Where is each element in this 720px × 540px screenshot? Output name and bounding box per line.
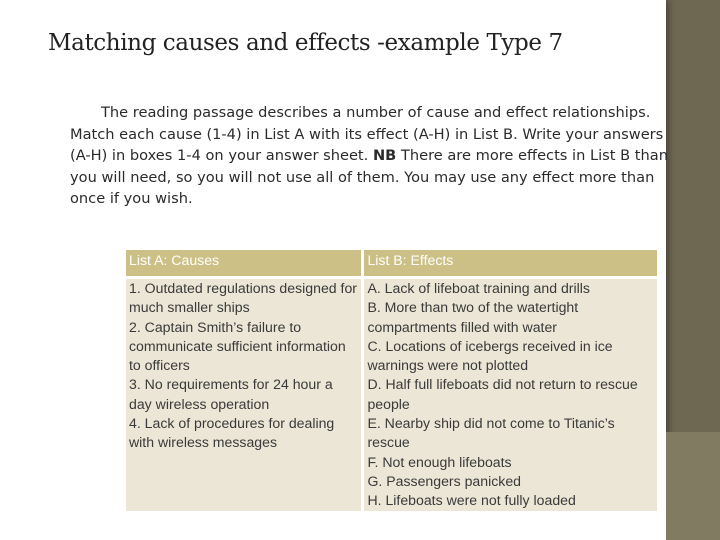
header-list-b: List B: Effects [364, 250, 657, 276]
header-list-a: List A: Causes [126, 250, 361, 276]
instructions-paragraph [70, 102, 674, 210]
effect-item: F. Not enough lifeboats [367, 453, 512, 470]
effect-item: B. More than two of the watertight compartments filled with water [367, 299, 579, 335]
slide-title: Matching causes and effects -example Type 7 [48, 30, 563, 56]
causes-cell [126, 279, 361, 511]
cause-item: 2. Captain Smith’s failure to communicate sufficient information to officers [129, 318, 346, 374]
cause-item: 4. Lack of procedures for dealing with wireless messages [129, 415, 335, 451]
instructions-text-1: The reading passage describes a number of cause and effect relationships. Match each cause (1-4) in List A with its effect (A-H) in List B. Write your answers (A-H) in boxes 1-4 on your answer sheet. [70, 104, 664, 164]
table-header-row [126, 250, 657, 276]
table-row [126, 279, 657, 511]
decorative-accent-bar [666, 432, 720, 540]
effect-item: G. Passengers panicked [367, 472, 521, 489]
effects-cell [364, 279, 657, 511]
effect-item: H. Lifeboats were not fully loaded [367, 492, 576, 509]
matching-table [123, 247, 660, 514]
instructions-text-2: There are more effects in List B than you will need, so you will not use all of them. You may use any effect more than once if you wish. [70, 147, 668, 207]
effect-item: D. Half full lifeboats did not return to rescue people [367, 376, 638, 412]
effect-item: A. Lack of lifeboat training and drills [367, 280, 590, 296]
nb-emphasis: NB [372, 147, 397, 164]
effect-item: C. Locations of icebergs received in ice warnings were not plotted [367, 337, 613, 374]
cause-item: 3. No requirements for 24 hour a day wireless operation [129, 376, 333, 412]
cause-item: 1. Outdated regulations designed for much smaller ships [129, 280, 358, 316]
effect-item: E. Nearby ship did not come to Titanic’s rescue [367, 415, 615, 451]
